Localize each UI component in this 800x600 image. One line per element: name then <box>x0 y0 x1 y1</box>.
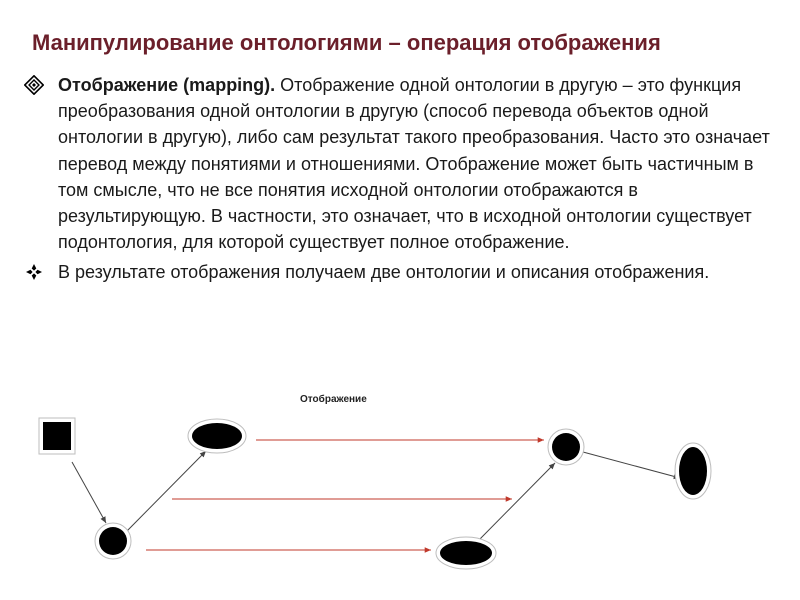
bullet-body-mapping: Отображение одной онтологии в другую – это функция преобразования одной онтологии в другую (способ перевода объектов одной онтологии в другую), либо сам результат такого преобразования. Часто это означает перевод между понятиями и отношениями. Отображение может быть частичным в том смысле, что не все понятия исходной онтологии отображаются в результирующую. В частности, это означает, что в исходной онтологии существует подонтология, для которой существует полное отображение. <box>58 75 770 253</box>
target-vertical-ellipse-node <box>679 447 707 495</box>
square-node <box>43 422 71 450</box>
diagram-label-mapping: Отображение <box>300 394 367 405</box>
ellipse-node <box>192 423 242 449</box>
target-ellipse-node <box>440 541 492 565</box>
target-circle-node <box>552 433 580 461</box>
relation-arrow-circle-to-vertical-ellipse <box>583 452 680 478</box>
circle-node <box>99 527 127 555</box>
slide-title: Манипулирование онтологиями – операция отображения <box>32 30 661 55</box>
relation-arrow-square-to-circle <box>72 462 106 523</box>
relation-arrow-circle-to-ellipse <box>126 451 206 532</box>
relation-arrow-ellipse-to-circle <box>478 463 555 541</box>
bullet-text-mapping-result: В результате отображения получаем две онтологии и описания отображения. <box>58 262 710 283</box>
bullet-term-mapping: Отображение (mapping). <box>58 75 276 95</box>
